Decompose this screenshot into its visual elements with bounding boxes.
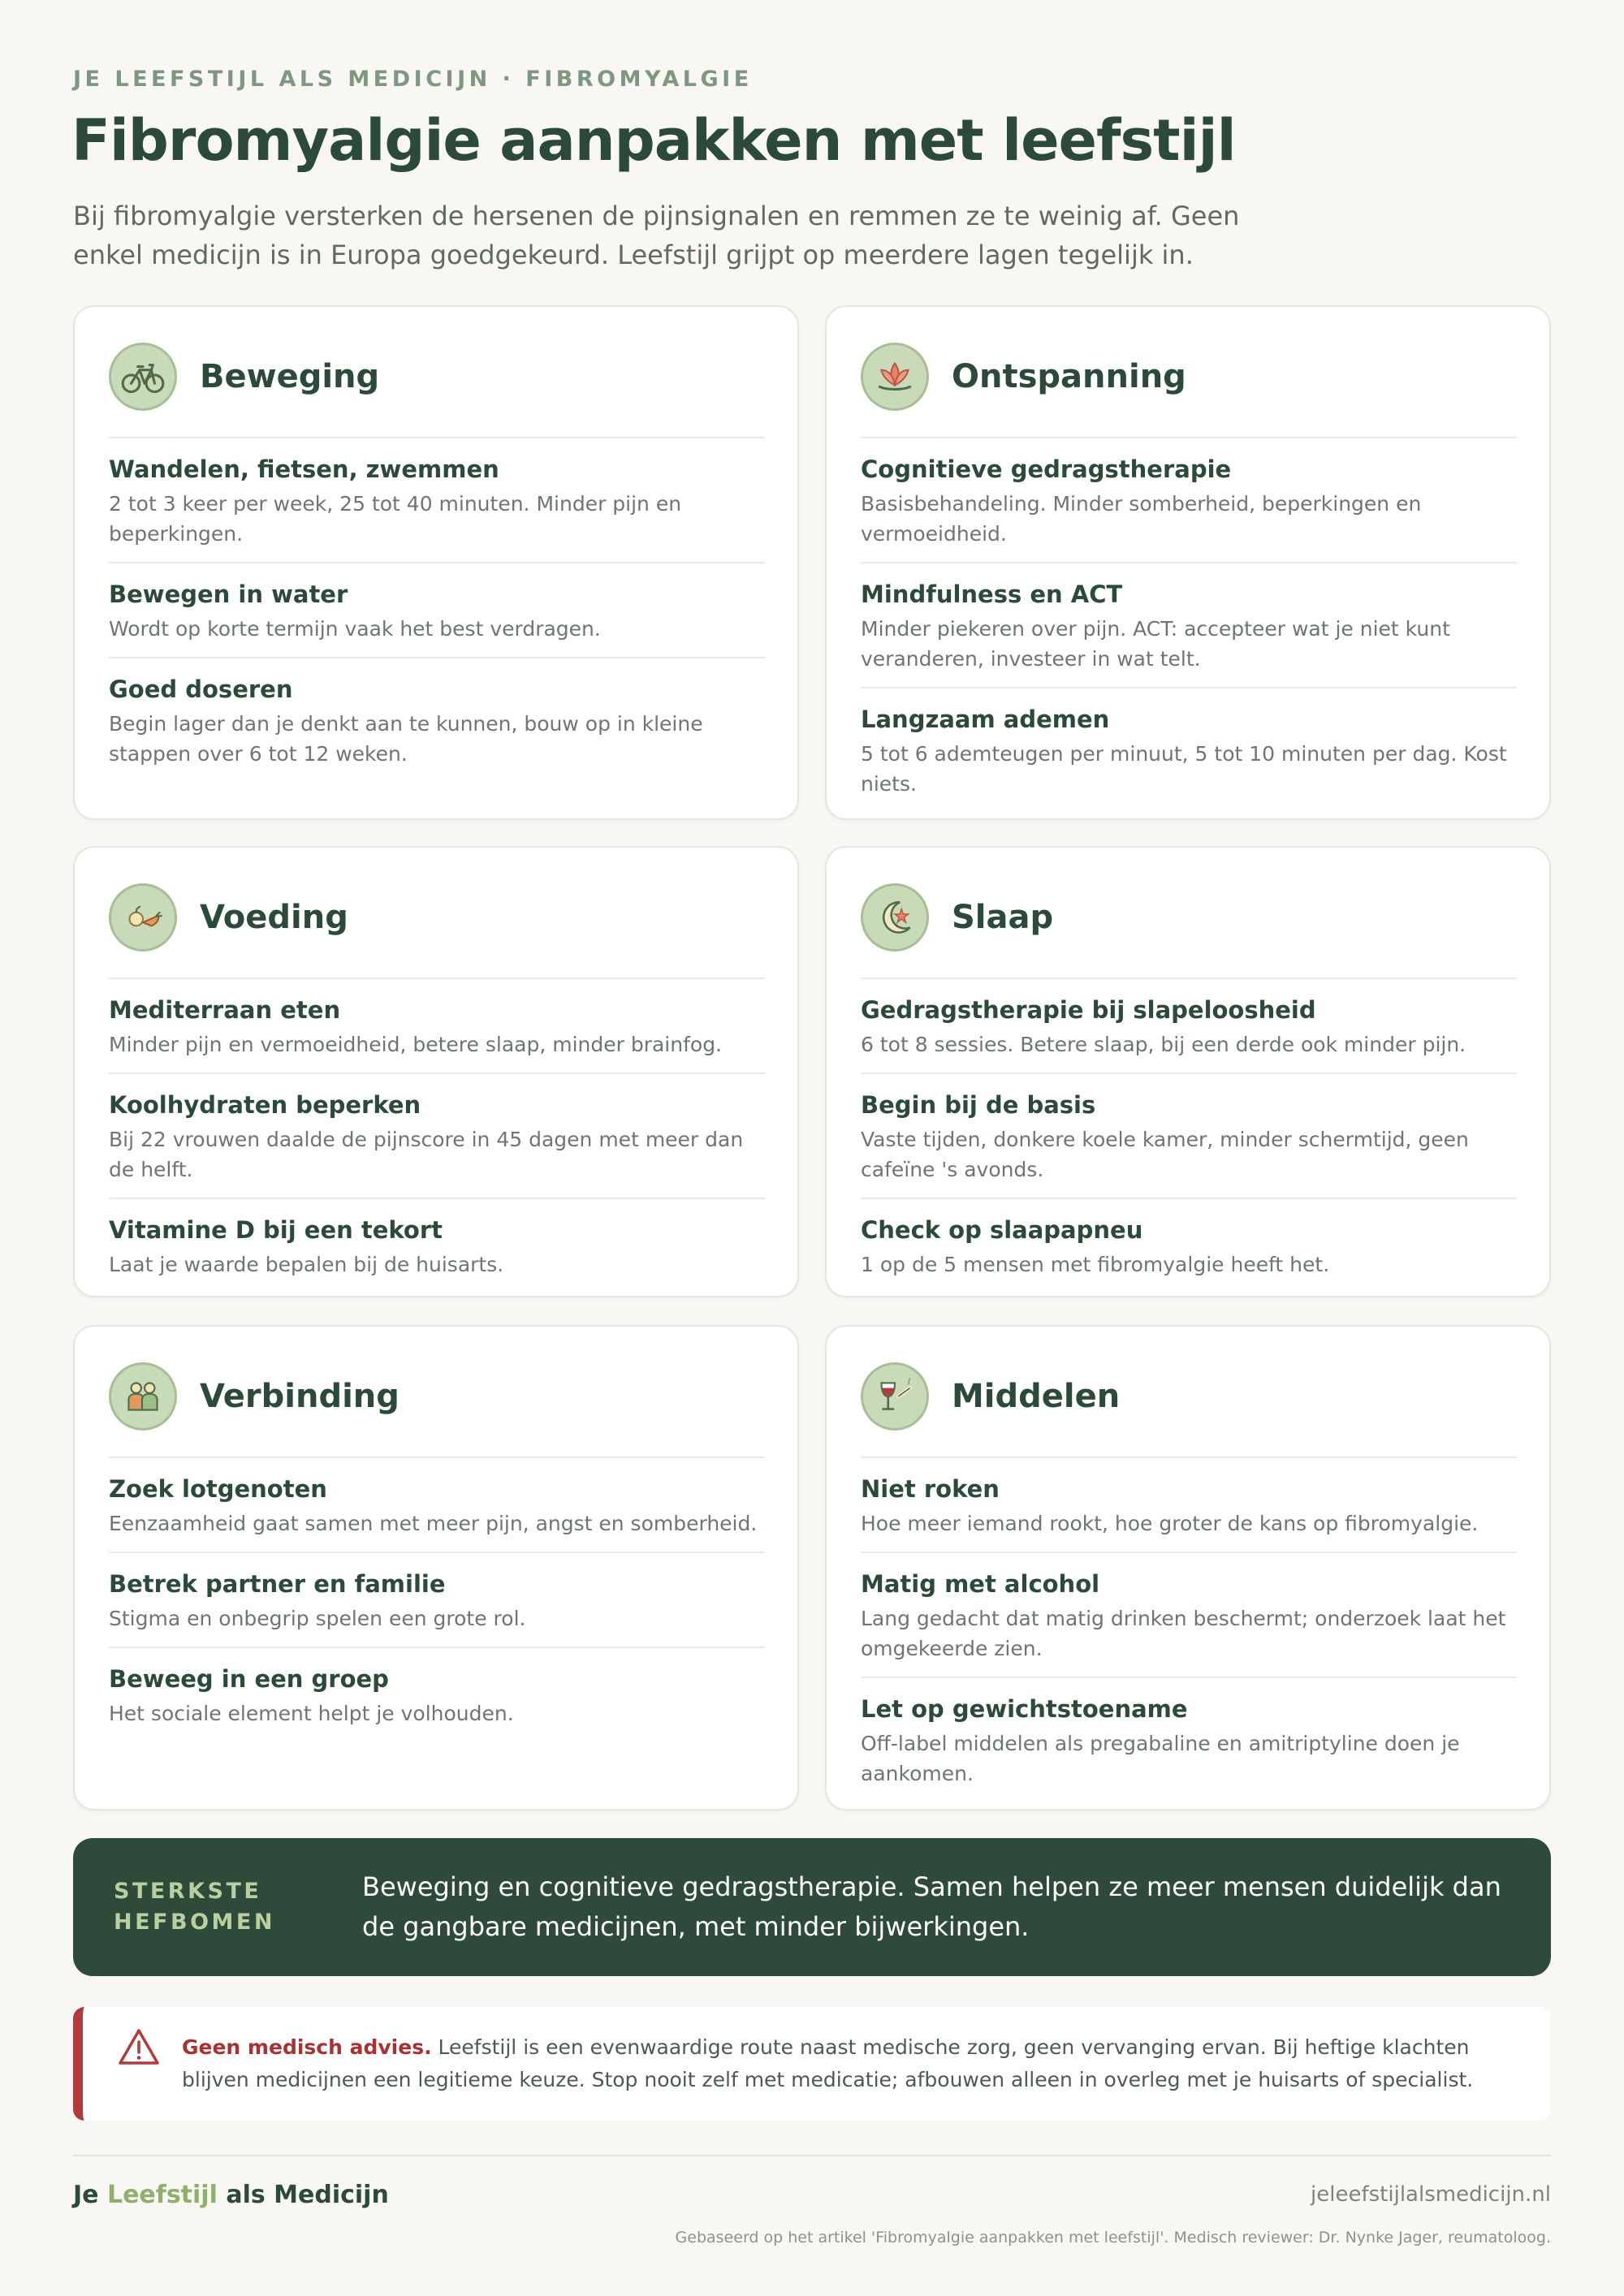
item-title: Zoek lotgenoten — [109, 1475, 327, 1503]
bicycle-icon — [109, 343, 177, 411]
footer-divider — [73, 2155, 1551, 2156]
lotus-icon — [861, 343, 929, 411]
moon-star-icon — [861, 883, 929, 952]
item-title: Begin bij de basis — [861, 1091, 1096, 1119]
list-item — [109, 1553, 765, 1648]
brand-suffix: als Medicijn — [217, 2181, 389, 2209]
item-desc: Hoe meer iemand rookt, hoe groter de kans op fibromyalgie. — [861, 1512, 1479, 1535]
list-item — [109, 438, 765, 563]
list-item — [109, 1199, 765, 1293]
item-title: Beweeg in een groep — [109, 1665, 389, 1693]
card-slaap — [825, 846, 1551, 1297]
list-item — [109, 1648, 765, 1741]
disclaimer-body: Leefstijl is een evenwaardige route naast medische zorg, geen vervanging ervan. Bij heftige klachten blijven medicijnen een legitieme keuze. Stop nooit zelf met medicatie; afbouwen alleen in overleg met je huisarts of specialist. — [182, 2035, 1474, 2091]
banner-label: STERKSTE HEFBOMEN — [114, 1879, 275, 1935]
card-middelen — [825, 1325, 1551, 1810]
item-desc: Eenzaamheid gaat samen met meer pijn, angst en somberheid. — [109, 1512, 758, 1535]
card-title: Ontspanning — [952, 358, 1186, 395]
list-item — [861, 563, 1517, 688]
warning-triangle-icon — [117, 2026, 161, 2069]
item-desc: 2 tot 3 keer per week, 25 tot 40 minuten. Minder pijn en beperkingen. — [109, 492, 682, 546]
list-item — [109, 1074, 765, 1199]
list-item — [861, 438, 1517, 563]
disclaimer-text — [182, 2031, 1518, 2096]
page-title: Fibromyalgie aanpakken met leefstijl — [71, 107, 1236, 174]
item-desc: Stigma en onbegrip spelen een grote rol. — [109, 1607, 526, 1630]
item-title: Betrek partner en familie — [109, 1570, 446, 1598]
item-title: Cognitieve gedragstherapie — [861, 455, 1232, 483]
item-title: Check op slaapapneu — [861, 1216, 1143, 1244]
card-title: Voeding — [200, 899, 348, 936]
people-icon — [109, 1362, 177, 1431]
item-title: Wandelen, fietsen, zwemmen — [109, 455, 499, 483]
card-title: Slaap — [952, 899, 1054, 936]
item-desc: Wordt op korte termijn vaak het best verdragen. — [109, 617, 601, 641]
item-desc: Basisbehandeling. Minder somberheid, beperkingen en vermoeidheid. — [861, 492, 1422, 546]
item-title: Gedragstherapie bij slapeloosheid — [861, 996, 1316, 1024]
key-levers-banner — [73, 1838, 1551, 1976]
item-desc: Laat je waarde bepalen bij de huisarts. — [109, 1253, 504, 1276]
item-desc: 1 op de 5 mensen met fibromyalgie heeft het. — [861, 1253, 1330, 1276]
intro-text: Bij fibromyalgie versterken de hersenen de pijnsignalen en remmen ze te weinig af. Geen enkel medicijn is in Europa goedgekeurd. Leefstijl grijpt op meerdere lagen tegelijk in. — [73, 201, 1240, 270]
item-title: Langzaam ademen — [861, 706, 1110, 733]
item-desc: Minder piekeren over pijn. ACT: accepteer wat je niet kunt veranderen, investeer in wat telt. — [861, 617, 1450, 671]
wine-cigarette-icon — [861, 1362, 929, 1431]
list-item — [109, 1458, 765, 1553]
item-title: Koolhydraten beperken — [109, 1091, 421, 1119]
card-verbinding — [73, 1325, 799, 1810]
item-desc: Bij 22 vrouwen daalde de pijnscore in 45 dagen met meer dan de helft. — [109, 1128, 744, 1181]
item-title: Matig met alcohol — [861, 1570, 1100, 1598]
item-title: Goed doseren — [109, 675, 293, 703]
item-title: Mindfulness en ACT — [861, 580, 1123, 608]
brand-highlight: Leefstijl — [106, 2181, 218, 2209]
item-desc: Off-label middelen als pregabaline en amitriptyline doen je aankomen. — [861, 1732, 1460, 1785]
list-item — [109, 979, 765, 1074]
banner-text: Beweging en cognitieve gedragstherapie. Samen helpen ze meer mensen duidelijk dan de gangbare medicijnen, met minder bijwerkingen. — [362, 1871, 1501, 1942]
item-desc: Het sociale element helpt je volhouden. — [109, 1702, 514, 1725]
item-desc: Lang gedacht dat matig drinken beschermt; onderzoek laat het omgekeerde zien. — [861, 1607, 1506, 1660]
card-ontspanning — [825, 305, 1551, 820]
list-item — [861, 1199, 1517, 1293]
eyebrow: JE LEEFSTIJL ALS MEDICIJN · FIBROMYALGIE — [73, 67, 753, 92]
website-link[interactable]: jeleefstijlalsmedicijn.nl — [1311, 2182, 1551, 2207]
item-desc: Vaste tijden, donkere koele kamer, minder schermtijd, geen cafeïne 's avonds. — [861, 1128, 1469, 1181]
food-icon — [109, 883, 177, 952]
list-item — [109, 658, 765, 782]
list-item — [861, 1458, 1517, 1553]
source-note: Gebaseerd op het artikel 'Fibromyalgie aanpakken met leefstijl'. Medisch reviewer: Dr. Nynke Jager, reumatoloog. — [675, 2229, 1551, 2246]
card-title: Beweging — [200, 358, 380, 395]
item-title: Niet roken — [861, 1475, 1000, 1503]
card-title: Middelen — [952, 1378, 1121, 1415]
card-title: Verbinding — [200, 1378, 400, 1415]
item-title: Mediterraan eten — [109, 996, 341, 1024]
item-title: Vitamine D bij een tekort — [109, 1216, 443, 1244]
brand-logo — [73, 2181, 389, 2209]
list-item — [861, 979, 1517, 1074]
card-beweging — [73, 305, 799, 820]
item-desc: Begin lager dan je denkt aan te kunnen, bouw op in kleine stappen over 6 tot 12 weken. — [109, 712, 703, 766]
list-item — [861, 1553, 1517, 1678]
list-item — [861, 688, 1517, 812]
disclaimer-box — [73, 2007, 1551, 2121]
list-item — [861, 1074, 1517, 1199]
item-desc: Minder pijn en vermoeidheid, betere slaap, minder brainfog. — [109, 1033, 723, 1056]
list-item — [109, 563, 765, 658]
disclaimer-strong: Geen medisch advies. — [182, 2035, 432, 2059]
brand-prefix: Je — [73, 2181, 107, 2209]
list-item — [861, 1678, 1517, 1802]
card-voeding — [73, 846, 799, 1297]
item-title: Let op gewichtstoename — [861, 1695, 1188, 1723]
item-desc: 6 tot 8 sessies. Betere slaap, bij een derde ook minder pijn. — [861, 1033, 1466, 1056]
item-title: Bewegen in water — [109, 580, 348, 608]
item-desc: 5 tot 6 ademteugen per minuut, 5 tot 10 minuten per dag. Kost niets. — [861, 742, 1507, 796]
